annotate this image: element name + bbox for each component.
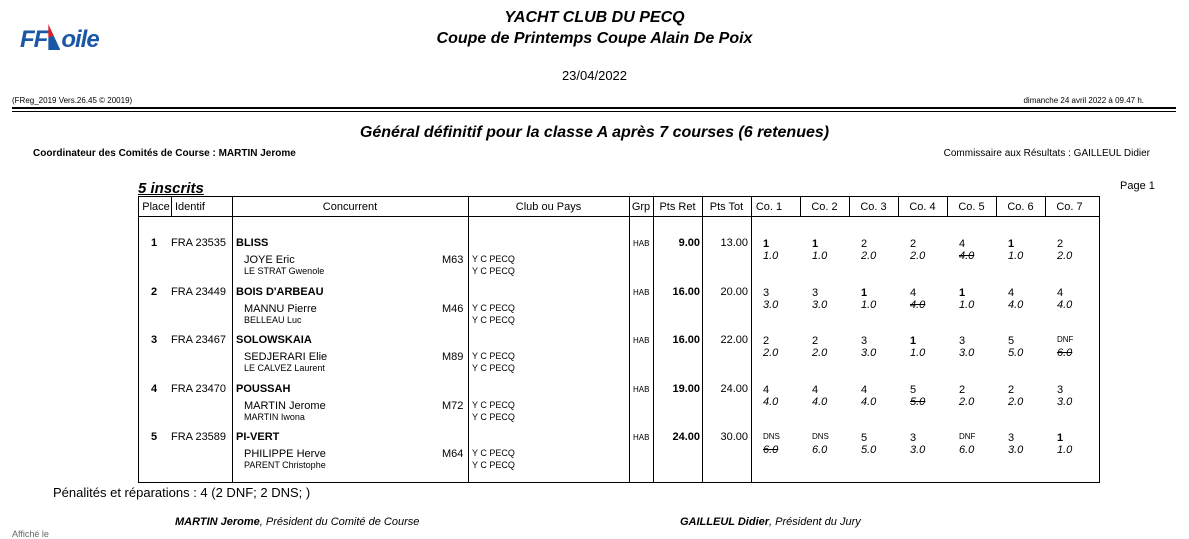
place-number: 5 (151, 431, 158, 443)
race-rank: 1 (1057, 432, 1064, 444)
header-divider (12, 107, 1176, 109)
group-code: HAB (633, 433, 650, 442)
race-points: 4.0 (763, 395, 779, 408)
race-points: 4.0 (959, 250, 975, 262)
group-code: HAB (633, 287, 650, 297)
skipper-name: SEDJERARI Elie (244, 351, 328, 363)
jury-president-role: , Président du Jury (769, 516, 861, 528)
race-rank: 4 (812, 383, 819, 396)
race-rank: 1 (763, 238, 770, 250)
jury-president-name: GAILLEUL Didier (680, 516, 770, 528)
race-rank: 3 (1008, 432, 1015, 444)
skipper-club: Y C PECQ (472, 302, 515, 313)
race-points: 3.0 (1057, 395, 1073, 408)
race-rank: 1 (861, 286, 868, 299)
club-title: YACHT CLUB DU PECQ (504, 9, 685, 26)
sail-identifier: FRA 23449 (171, 285, 227, 298)
points-total: 30.00 (720, 431, 748, 443)
race-points: 3.0 (959, 347, 975, 359)
race-points: 3.0 (1008, 444, 1024, 456)
race-rank: 5 (1008, 335, 1015, 347)
race-points: 3.0 (910, 444, 926, 456)
sail-identifier: FRA 23467 (171, 334, 227, 346)
entries-count: 5 inscrits (138, 180, 204, 197)
race-coordinator: Coordinateur des Comités de Course : MARTIN Jerome (33, 148, 296, 159)
race-rank: 3 (812, 286, 819, 299)
col-header-co-5: Co. 5 (958, 201, 985, 213)
race-points: 3.0 (812, 298, 828, 311)
race-rank: 5 (861, 432, 868, 444)
skipper-club: Y C PECQ (472, 254, 515, 264)
skipper-category: M89 (442, 351, 464, 363)
column-divider (751, 197, 752, 482)
column-divider (232, 197, 233, 482)
skipper-club: Y C PECQ (472, 448, 515, 458)
place-number: 2 (151, 285, 158, 298)
penalties-summary: Pénalités et réparations : 4 (2 DNF; 2 DNS; ) (53, 485, 311, 500)
event-title: Coupe de Printemps Coupe Alain De Poix (436, 30, 753, 47)
skipper-category: M64 (442, 448, 464, 460)
col-header-pts-tot: Pts Tot (709, 201, 744, 213)
skipper-category: M72 (442, 399, 464, 412)
race-points: 6.0 (959, 444, 975, 456)
race-rank: 4 (1057, 286, 1064, 299)
results-commissioner: Commissaire aux Résultats : GAILLEUL Didier (943, 148, 1150, 159)
crew-club: Y C PECQ (472, 314, 515, 325)
results-table (138, 196, 1100, 483)
print-timestamp: dimanche 24 avril 2022 à 09.47 h. (1023, 96, 1144, 105)
crew-name: PARENT Christophe (244, 460, 326, 470)
crew-club: Y C PECQ (472, 411, 515, 422)
race-president-role: , Président du Comité de Course (259, 516, 420, 528)
race-rank: 1 (910, 335, 917, 347)
race-points: 1.0 (1008, 250, 1024, 262)
points-retained: 24.00 (672, 431, 700, 443)
col-header-identif: Identif (175, 201, 205, 213)
event-date: 23/04/2022 (561, 68, 628, 83)
points-retained: 16.00 (672, 285, 700, 298)
race-points: 3.0 (861, 347, 877, 359)
race-points: 6.0 (1057, 347, 1073, 359)
boat-name: SOLOWSKAIA (236, 334, 312, 346)
boat-name: BLISS (236, 237, 269, 249)
race-points: 1.0 (959, 298, 975, 311)
crew-name: MARTIN Iwona (244, 411, 305, 422)
points-total: 22.00 (720, 334, 748, 346)
race-rank: 3 (959, 335, 966, 347)
skipper-club: Y C PECQ (472, 351, 515, 361)
crew-club: Y C PECQ (472, 363, 515, 373)
skipper-name: MANNU Pierre (244, 302, 317, 315)
race-points: 4.0 (812, 395, 828, 408)
col-header-pts-ret: Pts Ret (659, 201, 696, 213)
crew-name: BELLEAU Luc (244, 314, 302, 325)
points-total: 20.00 (720, 285, 748, 298)
header-divider-thin (12, 111, 1176, 112)
col-header-place: Place (142, 201, 170, 213)
column-divider (629, 197, 630, 482)
col-header-co-6: Co. 6 (1007, 201, 1034, 213)
race-points: 2.0 (1008, 395, 1024, 408)
crew-name: LE CALVEZ Laurent (244, 363, 325, 373)
race-rank: 4 (959, 238, 966, 250)
race-points: 6.0 (812, 444, 828, 456)
race-points: 2.0 (910, 250, 926, 262)
race-points: 2.0 (812, 347, 828, 359)
race-points: 1.0 (1057, 444, 1073, 456)
crew-name: LE STRAT Gwenole (244, 266, 325, 276)
race-points: 4.0 (861, 395, 877, 408)
software-version: (FReg_2019 Vers.26.45 © 20019) (12, 96, 133, 105)
race-rank: 2 (812, 335, 819, 347)
race-rank: 3 (763, 286, 770, 299)
skipper-category: M63 (442, 254, 464, 266)
race-rank: DNF (959, 432, 976, 441)
race-points: 1.0 (812, 250, 828, 262)
sail-identifier: FRA 23470 (171, 382, 227, 395)
boat-name: POUSSAH (236, 382, 291, 395)
col-header-co-3: Co. 3 (860, 201, 887, 213)
race-rank: 4 (910, 286, 917, 299)
col-header-grp: Grp (631, 201, 651, 213)
skipper-name: JOYE Eric (244, 254, 295, 266)
results-title: Général définitif pour la classe A après 7 courses (6 retenues) (359, 124, 830, 141)
race-rank: 2 (1008, 383, 1015, 396)
crew-club: Y C PECQ (472, 460, 515, 470)
race-rank: DNS (763, 432, 780, 441)
race-rank: 4 (763, 383, 770, 396)
skipper-club: Y C PECQ (472, 399, 515, 410)
race-rank: 1 (1008, 238, 1015, 250)
col-header-co-1: Co. 1 (755, 201, 783, 213)
race-points: 2.0 (959, 395, 975, 408)
race-rank: 2 (910, 238, 917, 250)
sail-identifier: FRA 23535 (171, 237, 227, 249)
race-rank: 4 (861, 383, 868, 396)
place-number: 1 (151, 237, 158, 249)
crew-club: Y C PECQ (472, 266, 515, 276)
race-rank: 2 (1057, 238, 1064, 250)
race-points: 5.0 (1008, 347, 1024, 359)
col-header-co-7: Co. 7 (1056, 201, 1083, 213)
points-retained: 19.00 (672, 382, 700, 395)
race-president-name: MARTIN Jerome (175, 516, 260, 528)
race-points: 4.0 (1008, 298, 1024, 311)
column-divider (171, 197, 172, 217)
skipper-category: M46 (442, 302, 464, 315)
points-total: 24.00 (720, 382, 748, 395)
posted-note: Affiché le (12, 529, 49, 539)
race-rank: 2 (861, 238, 868, 250)
page-number: Page 1 (1120, 180, 1155, 192)
race-points: 2.0 (1057, 250, 1073, 262)
points-retained: 16.00 (672, 334, 700, 346)
race-rank: DNF (1057, 335, 1074, 344)
race-rank: DNS (812, 432, 829, 441)
col-header-co-4: Co. 4 (909, 201, 936, 213)
col-header-club: Club ou Pays (515, 201, 582, 213)
group-code: HAB (633, 336, 650, 345)
sail-identifier: FRA 23589 (171, 431, 227, 443)
group-code: HAB (633, 239, 650, 248)
race-rank: 2 (959, 383, 966, 396)
race-rank: 4 (1008, 286, 1015, 299)
ffvoile-logo: FF oile (20, 26, 99, 53)
race-rank: 1 (812, 238, 819, 250)
boat-name: BOIS D'ARBEAU (236, 285, 324, 298)
race-points: 3.0 (763, 298, 779, 311)
points-retained: 9.00 (678, 237, 700, 249)
skipper-name: MARTIN Jerome (244, 399, 326, 412)
race-points: 5.0 (910, 395, 926, 408)
column-divider (468, 197, 469, 482)
col-header-concurrent: Concurrent (322, 201, 378, 213)
race-points: 2.0 (763, 347, 779, 359)
place-number: 3 (151, 334, 158, 346)
group-code: HAB (633, 384, 650, 394)
race-points: 4.0 (1057, 298, 1073, 311)
place-number: 4 (151, 382, 158, 395)
race-points: 1.0 (861, 298, 877, 311)
race-committee-signature (175, 516, 419, 528)
race-rank: 3 (861, 335, 868, 347)
race-rank: 2 (763, 335, 770, 347)
race-points: 5.0 (861, 444, 877, 456)
skipper-name: PHILIPPE Herve (244, 448, 326, 460)
race-points: 6.0 (763, 444, 779, 456)
race-rank: 3 (1057, 383, 1064, 396)
header-row-border (139, 216, 1099, 217)
boat-name: PI-VERT (236, 431, 280, 443)
race-points: 1.0 (910, 347, 926, 359)
jury-signature (680, 516, 861, 528)
col-header-co-2: Co. 2 (811, 201, 838, 213)
race-rank: 1 (959, 286, 966, 299)
race-points: 2.0 (861, 250, 877, 262)
points-total: 13.00 (720, 237, 748, 249)
race-points: 4.0 (910, 298, 926, 311)
race-points: 1.0 (763, 250, 779, 262)
race-rank: 5 (910, 383, 917, 396)
race-rank: 3 (910, 432, 917, 444)
